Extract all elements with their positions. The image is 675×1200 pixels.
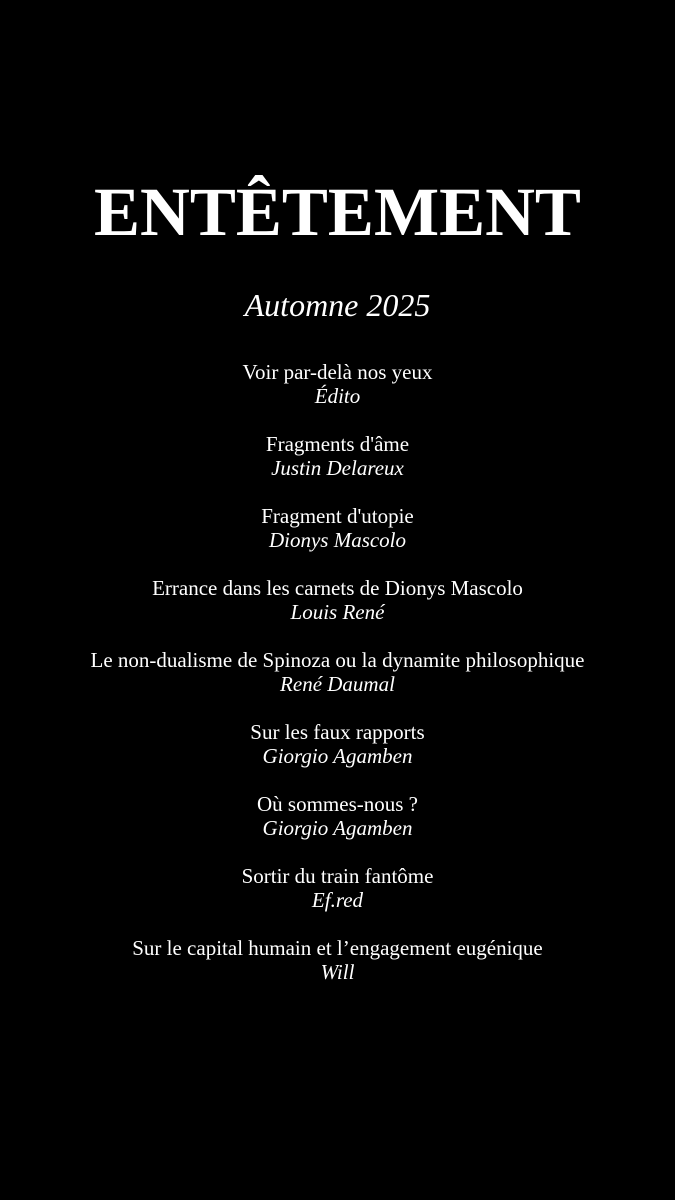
list-item [0, 936, 675, 1008]
article-author: Justin Delareux [271, 456, 404, 480]
article-author: Louis René [290, 600, 385, 624]
list-item [0, 360, 675, 432]
magazine-title: ENTÊTEMENT [94, 174, 581, 250]
list-item [0, 864, 675, 936]
article-title: Sortir du train fantôme [241, 864, 434, 888]
article-title: Sur les faux rapports [250, 720, 425, 744]
article-title: Errance dans les carnets de Dionys Mascolo [152, 576, 523, 600]
article-author: René Daumal [280, 672, 395, 696]
article-author: Giorgio Agamben [262, 816, 413, 840]
table-of-contents [0, 360, 675, 1008]
article-author: Ef.red [311, 888, 364, 912]
list-item [0, 504, 675, 576]
list-item [0, 648, 675, 720]
list-item [0, 432, 675, 504]
issue-label: Automne 2025 [244, 287, 431, 323]
list-item [0, 720, 675, 792]
article-author: Dionys Mascolo [268, 528, 407, 552]
article-title: Où sommes-nous ? [257, 792, 418, 816]
article-author: Édito [314, 384, 361, 408]
article-title: Sur le capital humain et l’engagement eugénique [132, 936, 543, 960]
list-item [0, 576, 675, 648]
article-title: Fragment d'utopie [261, 504, 414, 528]
article-title: Fragments d'âme [265, 432, 410, 456]
article-author: Will [320, 960, 355, 984]
article-title: Voir par-delà nos yeux [242, 360, 433, 384]
list-item [0, 792, 675, 864]
article-title: Le non-dualisme de Spinoza ou la dynamite philosophique [90, 648, 585, 672]
article-author: Giorgio Agamben [262, 744, 413, 768]
